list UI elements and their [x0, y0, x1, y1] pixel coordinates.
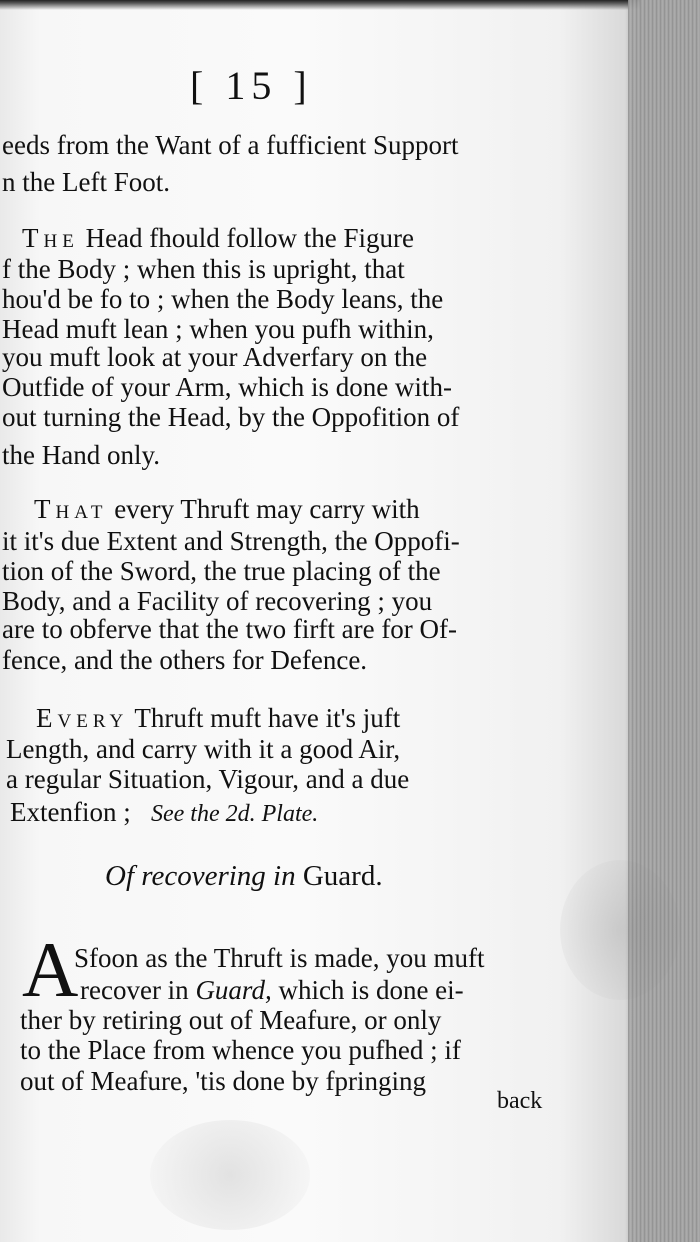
- text-line: ther by retiring out of Meafure, or only: [20, 1005, 442, 1035]
- heading-roman: Guard.: [302, 860, 383, 892]
- small-caps-lead: Every: [36, 703, 129, 733]
- text-line: Outfide of your Arm, which is done with-: [2, 372, 452, 402]
- text-line: you muft look at your Adverfary on the: [2, 342, 428, 372]
- text-line: [22, 223, 414, 253]
- italic-word: Guard,: [195, 975, 272, 1005]
- text-fragment: Head fhould follow the Figure: [78, 223, 415, 253]
- text-line: Sfoon as the Thruft is made, you muft: [74, 943, 485, 973]
- text-line: are to obferve that the two firft are for Of-: [2, 614, 458, 644]
- text-line: the Hand only.: [2, 440, 160, 470]
- text-line: out turning the Head, by the Oppofition of: [2, 402, 460, 432]
- heading-italic: Of recovering in: [105, 860, 296, 892]
- section-heading: [105, 860, 383, 893]
- page-number: [ 15 ]: [190, 63, 313, 108]
- drop-cap: A: [22, 926, 79, 1013]
- text-line: [80, 975, 464, 1005]
- text-fragment: Thruft muft have it's juft: [128, 703, 401, 733]
- text-line: to the Place from whence you pufhed ; if: [20, 1035, 461, 1065]
- smudge: [150, 1120, 310, 1230]
- small-caps-lead: The: [22, 223, 79, 253]
- text-line: tion of the Sword, the true placing of the: [2, 556, 441, 586]
- text-line: out of Meafure, 'tis done by fpringing: [20, 1066, 427, 1096]
- text-fragment: which is done ei-: [271, 975, 464, 1005]
- small-caps-lead: That: [34, 494, 108, 524]
- text-line: [10, 797, 318, 829]
- smudge: [560, 860, 680, 1000]
- text-line: Head muft lean ; when you pufh within,: [2, 314, 434, 344]
- text-line: n the Left Foot.: [2, 167, 170, 197]
- text-line: [36, 703, 400, 733]
- text-line: f the Body ; when this is upright, that: [2, 254, 405, 284]
- text-line: eeds from the Want of a fufficient Support: [2, 130, 459, 160]
- catchword: back: [497, 1088, 543, 1114]
- text-line: a regular Situation, Vigour, and a due: [6, 764, 410, 794]
- text-line: it it's due Extent and Strength, the Oppofi-: [2, 526, 460, 556]
- text-fragment: every Thruft may carry with: [107, 494, 420, 524]
- plate-reference: See the 2d. Plate.: [150, 801, 319, 827]
- text-line: fence, and the others for Defence.: [2, 645, 368, 675]
- page-edge-stack: [628, 0, 700, 1242]
- text-line: hou'd be fo to ; when the Body leans, the: [2, 284, 444, 314]
- text-line: Length, and carry with it a good Air,: [6, 734, 401, 764]
- top-shadow: [0, 0, 640, 10]
- text-fragment: recover in: [80, 975, 189, 1005]
- text-fragment: Extenfion ;: [10, 797, 131, 827]
- text-line: Body, and a Facility of recovering ; you: [2, 586, 433, 616]
- text-line: [34, 494, 420, 524]
